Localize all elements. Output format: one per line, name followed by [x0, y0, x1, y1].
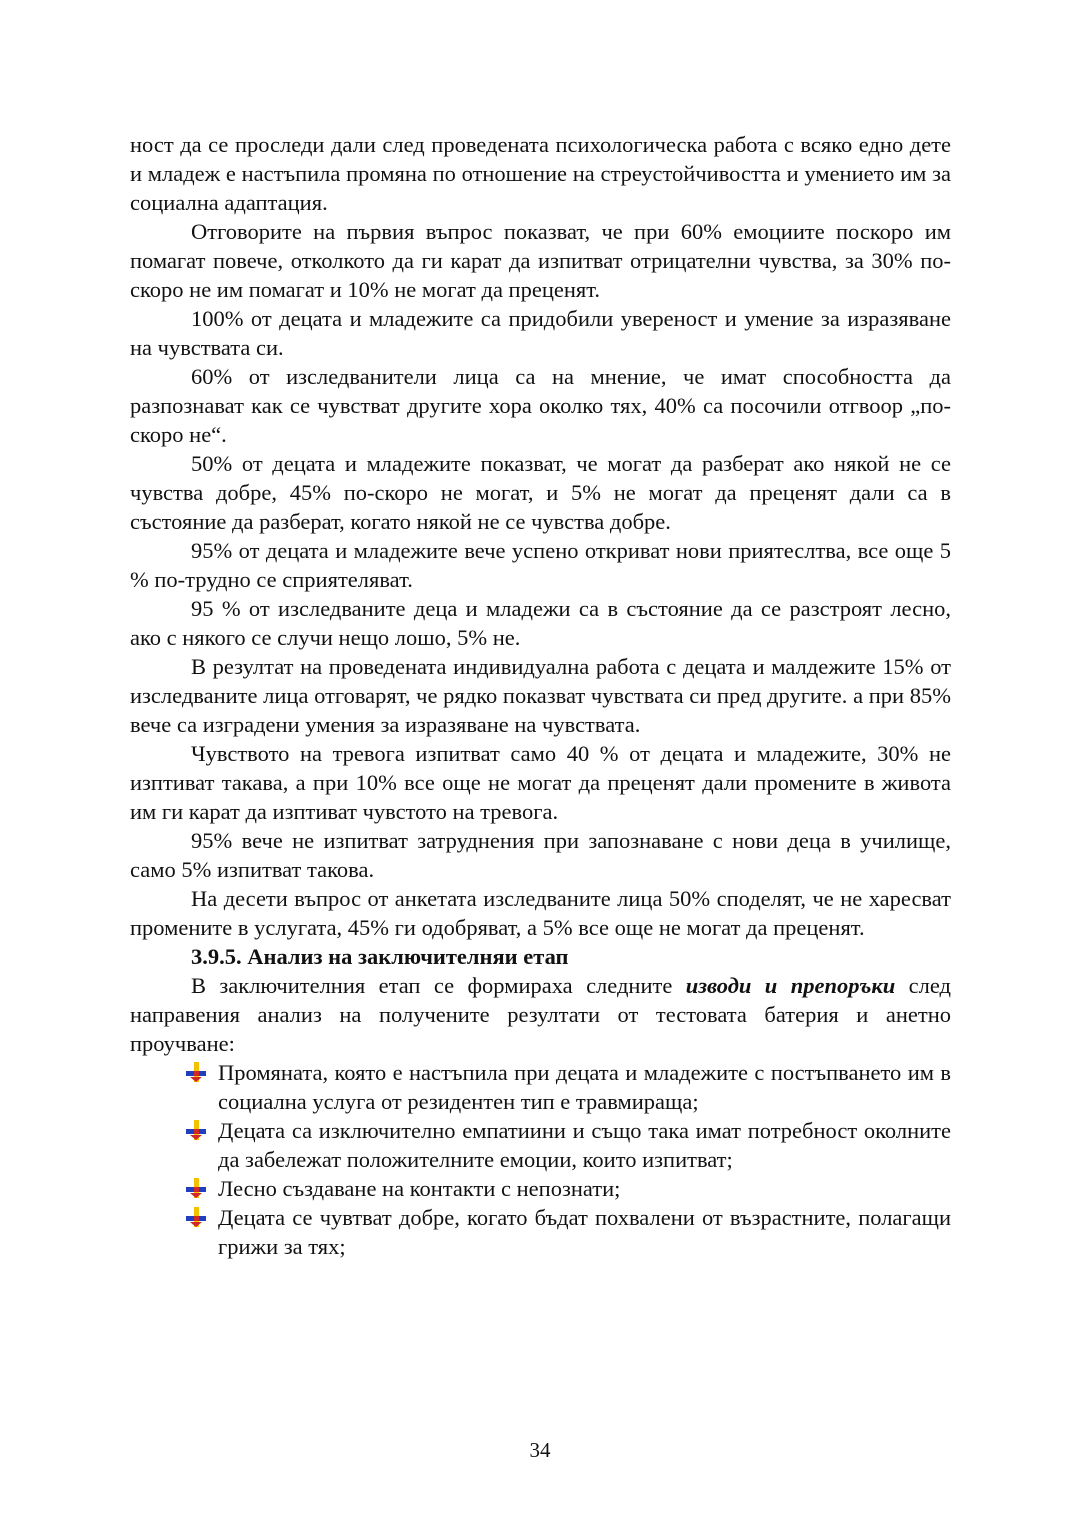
arrow-plus-bullet-icon [186, 1062, 206, 1082]
paragraph-individual-work: В резултат на проведената индивидуална работа с децата и малдежите 15% от изследваните лица отговарят, че рядко показват чувствата си пред другите. а при 85% вече са изградени умения за изразяване на чувствата. [130, 654, 951, 737]
section-intro-end: след направения анализ на получените резултати от тестовата батерия и анетно проучване: [130, 973, 951, 1056]
paragraph-understand-unwell: 50% от децата и младежите показват, че могат да разберат ако някой не се чувства добре, 45% по-скоро не могат, и 5% не могат да преценят дали са в състояние да разберат, когато някой не се чувства добре. [130, 451, 951, 534]
paragraph-anxiety: Чувството на тревога изпитват само 40 % от децата и младежите, 30% не изптиват такава, а при 10% все още не могат да преценят дали промените в живота им ги карат да изптиват чувстото на тревога. [130, 741, 951, 824]
list-item [218, 1116, 951, 1174]
list-item-text: Лесно създаване на контакти с непознати; [218, 1176, 621, 1201]
arrow-plus-bullet-icon [186, 1207, 206, 1227]
paragraph-upset: 95 % от изследваните деца и младежи са в състояние да се разстроят лесно, ако с някого се случи нещо лошо, 5% не. [130, 596, 951, 650]
list-item-text: Децата са изключително емпатиини и също така имат потребност околните да забележат положителните емоции, които изпитват; [218, 1118, 951, 1172]
paragraph-expression-feelings: 100% от децата и младежите са придобили увереност и умение за изразяване на чувствата си. [130, 306, 951, 360]
paragraph-friendships: 95% от децата и младежите вече успено откриват нови приятеслтва, все още 5 % по-трудно се сприятеляват. [130, 538, 951, 592]
paragraph-continuation: ност да се проследи дали след проведената психологическа работа с всяко едно дете и младеж е настъпила промяна по отношение на стреустойчивостта и умението им за социална адаптация. [130, 132, 951, 215]
section-intro-emphasis: изводи и препоръки [685, 973, 896, 998]
list-item-text: Промяната, която е настъпила при децата и младежите с постъпването им в социална услуга от резидентен тип е травмираща; [218, 1060, 951, 1114]
paragraph-first-question: Отговорите на първия въпрос показват, че при 60% емоциите поскоро им помагат повече, отколкото да ги карат да изпитват отрицателни чувства, за 30% по-скоро не им помагат и 10% не могат да преценят. [130, 219, 951, 302]
paragraph-recognize-others: 60% от изследванители лица са на мнение, че имат способността да разпознават как се чувстват другите хора околко тях, 40% са посочили отгвоор „по-скоро не“. [130, 364, 951, 447]
arrow-plus-bullet-icon [186, 1120, 206, 1140]
section-intro-start: В заключителния етап се формираха следните [191, 973, 686, 998]
arrow-plus-bullet-icon [186, 1178, 206, 1198]
conclusions-list [130, 1058, 951, 1261]
list-item [218, 1203, 951, 1261]
list-item-text: Децата се чувтват добре, когато бъдат похвалени от възрастните, полагащи грижи за тях; [218, 1205, 951, 1259]
document-page [130, 130, 951, 1261]
page-number: 34 [529, 1438, 551, 1462]
paragraph-tenth-question: На десети въпрос от анкетата изследваните лица 50% споделят, че не харесват промените в услугата, 45% ги одобряват, а 5% все още не могат да преценят. [130, 886, 951, 940]
section-intro [130, 971, 951, 1058]
section-heading: 3.9.5. Анализ на заключителняи етап [191, 944, 569, 969]
paragraph-new-children: 95% вече не изпитват затруднения при запознаване с нови деца в училище, само 5% изпитват такова. [130, 828, 951, 882]
list-item [218, 1058, 951, 1116]
list-item [218, 1174, 951, 1203]
